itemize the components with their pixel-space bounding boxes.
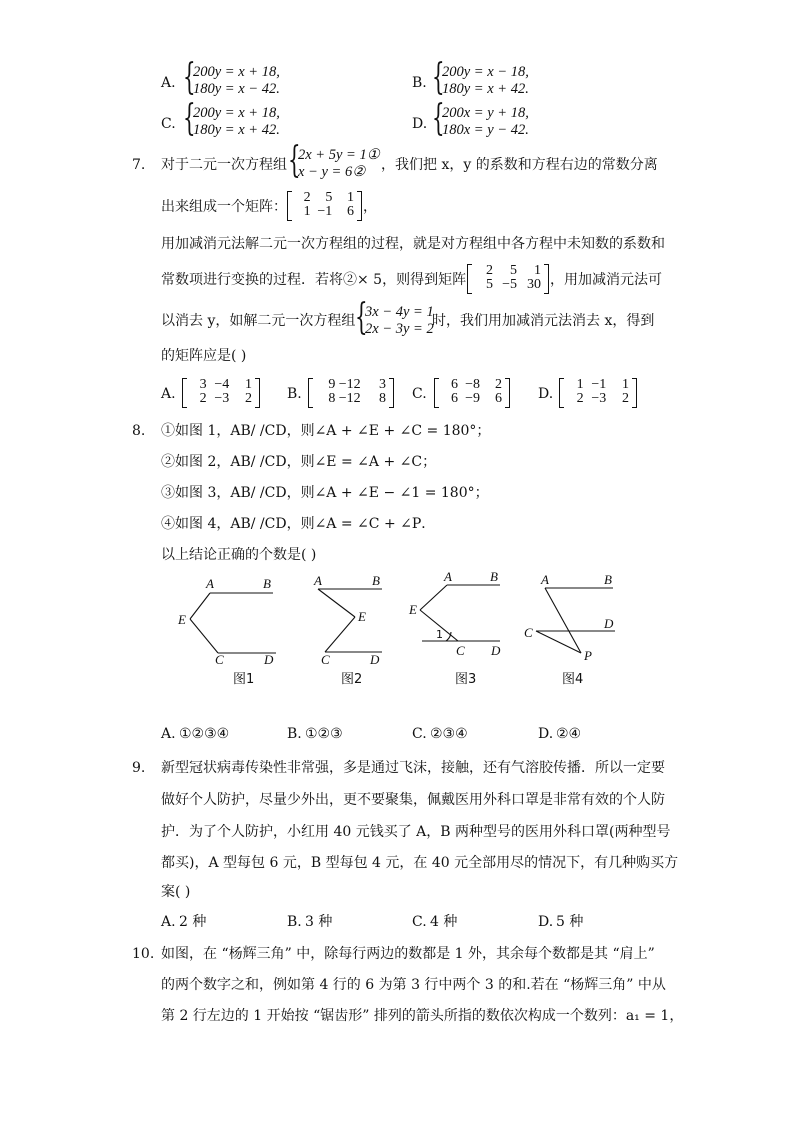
equation: 200y = x − 18, <box>442 64 529 80</box>
question-number: 8. <box>132 423 146 439</box>
matrix-cell: −8 <box>465 377 480 392</box>
question-number: 10. <box>132 946 155 962</box>
option-label: B. <box>287 914 302 930</box>
matrix-cell: 1 <box>244 377 252 392</box>
label-c: C <box>456 643 465 658</box>
option-label: A. <box>161 75 176 91</box>
equation: 2x + 5y = 1① <box>298 147 380 163</box>
matrix-cell: 2 <box>244 391 252 406</box>
matrix-cell: 5 <box>510 263 517 278</box>
question-text: ，我们把 x，y 的系数和方程右边的常数分离 <box>381 157 658 173</box>
option-label: B. <box>287 726 302 742</box>
question-text: 以消去 y，如解二元一次方程组 <box>161 313 356 329</box>
label-b: B <box>604 572 612 587</box>
equation-system: { 2x + 5y = 1① x − y = 6② <box>288 140 380 181</box>
question-text: 案( ) <box>161 884 191 900</box>
matrix-cell: 2 <box>199 391 207 406</box>
punctuation: ， <box>363 199 377 215</box>
matrix-cell: −12 <box>338 391 361 406</box>
equation: 200y = x + 18, <box>193 64 280 80</box>
option-label: C. <box>412 386 427 402</box>
statement-3: ③如图 3，AB/ /CD，则∠A + ∠E − ∠1 = 180°； <box>161 485 489 501</box>
matrix-cell: 1 <box>346 190 354 205</box>
question-text: 对于二元一次方程组 <box>161 157 287 173</box>
equation: 200y = x + 18, <box>193 105 280 121</box>
equation: 2x − 3y = 2 <box>365 321 434 337</box>
line-ae <box>420 585 447 610</box>
equation-system: { 200y = x + 18, 180y = x + 42. <box>183 98 280 139</box>
line-ec <box>190 619 218 653</box>
matrix-cell: −3 <box>214 391 230 406</box>
matrix-cell: 3 <box>199 377 207 392</box>
label-a: A <box>314 573 322 588</box>
option-label: A. <box>161 914 176 930</box>
option-text: 4 种 <box>430 914 458 930</box>
option-label: C. <box>412 914 427 930</box>
matrix-cell: −3 <box>591 391 607 406</box>
matrix-cell: 2 <box>621 391 629 406</box>
option-label: C. <box>412 726 427 742</box>
matrix-cell: −9 <box>465 391 480 406</box>
option-text: 3 种 <box>305 914 333 930</box>
matrix-cell: 8 <box>328 391 336 406</box>
statement-4: ④如图 4，AB/ /CD，则∠A = ∠C + ∠P． <box>161 516 436 532</box>
line-ae <box>190 593 210 619</box>
label-d: D <box>370 652 380 667</box>
matrix-cell: −12 <box>338 377 361 392</box>
question-text: 时，我们用加减消元法消去 x，得到 <box>432 313 655 329</box>
question-text: 都买)，A 型每包 6 元，B 型每包 4 元，在 40 元全部用尽的情况下，有几种购买方 <box>161 855 679 871</box>
line-ae <box>318 589 355 617</box>
equation-system: { 3x − 4y = 1 2x − 3y = 2 <box>355 297 434 338</box>
matrix-cell: 1 <box>576 377 584 392</box>
option-label: B. <box>412 75 427 91</box>
label-p: P <box>584 648 592 663</box>
label-d: D <box>604 616 614 631</box>
label-b: B <box>263 576 271 591</box>
question-number: 9. <box>132 760 146 776</box>
equation: 180y = x − 42. <box>193 81 280 97</box>
option-text: ②④ <box>556 726 582 742</box>
question-text: ，用加减消元法可 <box>550 272 662 288</box>
label-a: A <box>206 576 214 591</box>
question-text: 护．为了个人防护，小红用 40 元钱买了 A，B 两种型号的医用外科口罩(两种型号 <box>161 824 671 840</box>
figure-caption: 图1 <box>233 672 255 687</box>
question-text: 如图，在 “杨辉三角” 中，除每行两边的数都是 1 外，其余每个数都是其 “肩上” <box>161 946 655 962</box>
matrix-cell: 1 <box>534 263 541 278</box>
option-label: D. <box>538 726 554 742</box>
label-angle-1: 1 <box>436 628 443 641</box>
question-text: 以上结论正确的个数是( ) <box>161 547 317 563</box>
option-text: 5 种 <box>556 914 584 930</box>
matrix-cell: 6 <box>451 377 458 392</box>
equation: 180y = x + 42. <box>193 122 280 138</box>
question-text: 用加减消元法解二元一次方程组的过程，就是对方程组中各方程中未知数的系数和 <box>161 236 665 252</box>
matrix-cell: 6 <box>451 391 458 406</box>
matrix-cell: −5 <box>502 277 517 292</box>
matrix-cell: 6 <box>495 391 502 406</box>
equation-system: { 200y = x + 18, 180y = x − 42. <box>183 57 280 98</box>
matrix-cell: 2 <box>576 391 584 406</box>
matrix-cell: 1 <box>621 377 629 392</box>
label-e: E <box>358 609 366 624</box>
matrix-cell: 8 <box>378 391 386 406</box>
line-ap <box>545 588 581 653</box>
statement-1: ①如图 1，AB/ /CD，则∠A + ∠E + ∠C = 180°； <box>161 423 491 439</box>
line-cp <box>536 631 581 653</box>
matrix-cell: 2 <box>303 190 311 205</box>
question-text: 第 2 行左边的 1 开始按 “锯齿形” 排列的箭头所指的数依次构成一个数列：a₁ = 1， <box>161 1008 684 1024</box>
question-text: 做好个人防护，尽量少外出，更不要聚集，佩戴医用外科口罩是非常有效的个人防 <box>161 792 665 808</box>
matrix-cell: −1 <box>317 204 333 219</box>
option-label: C. <box>161 116 176 132</box>
question-text: 的两个数字之和，例如第 4 行的 6 为第 3 行中两个 3 的和.若在 “杨辉三角” 中从 <box>161 977 666 993</box>
equation: 3x − 4y = 1 <box>365 304 434 320</box>
matrix-cell: 9 <box>328 377 336 392</box>
label-e: E <box>178 612 186 627</box>
matrix-cell: −1 <box>591 377 607 392</box>
matrix-cell: 5 <box>325 190 333 205</box>
equation: 200x = y + 18, <box>442 105 529 121</box>
label-b: B <box>490 569 498 584</box>
label-a: A <box>444 569 452 584</box>
statement-2: ②如图 2，AB/ /CD，则∠E = ∠A + ∠C； <box>161 454 437 470</box>
label-c: C <box>215 652 224 667</box>
question-text: 的矩阵应是( ) <box>161 348 247 364</box>
figure-caption: 图4 <box>562 672 584 687</box>
matrix-cell: 30 <box>527 277 541 292</box>
question-text: 新型冠状病毒传染性非常强，多是通过飞沫，接触，还有气溶胶传播．所以一定要 <box>161 760 665 776</box>
label-a: A <box>541 572 549 587</box>
option-label: D. <box>538 386 554 402</box>
equation-system: { 200x = y + 18, 180x = y − 42. <box>432 98 529 139</box>
equation: 180x = y − 42. <box>442 122 529 138</box>
matrix-cell: 3 <box>378 377 386 392</box>
option-text: ②③④ <box>430 726 468 742</box>
matrix-cell: −4 <box>214 377 230 392</box>
option-label: A. <box>161 726 176 742</box>
line-ec <box>325 617 355 652</box>
matrix-cell: 2 <box>495 377 502 392</box>
matrix-cell: 6 <box>346 204 354 219</box>
matrix-cell: 1 <box>303 204 311 219</box>
label-b: B <box>372 573 380 588</box>
question-text: 常数项进行变换的过程．若将②× 5，则得到矩阵 <box>161 272 467 288</box>
figure-caption: 图2 <box>341 672 363 687</box>
option-label: D. <box>412 116 428 132</box>
matrix-cell: 2 <box>486 263 493 278</box>
option-text: 2 种 <box>179 914 207 930</box>
equation: 180y = x + 42. <box>442 81 529 97</box>
option-label: A. <box>161 386 176 402</box>
label-c: C <box>321 652 330 667</box>
question-text: 出来组成一个矩阵： <box>161 199 287 215</box>
equation: x − y = 6② <box>298 164 366 180</box>
option-text: ①②③ <box>305 726 343 742</box>
question-number: 7. <box>132 157 146 173</box>
matrix-cell: 5 <box>486 277 493 292</box>
label-d: D <box>491 643 501 658</box>
label-c: C <box>524 625 533 640</box>
option-text: ①②③④ <box>179 726 230 742</box>
equation-system: { 200y = x − 18, 180y = x + 42. <box>432 57 529 98</box>
label-d: D <box>264 652 274 667</box>
option-label: D. <box>538 914 554 930</box>
figure-caption: 图3 <box>455 672 477 687</box>
option-label: B. <box>287 386 302 402</box>
label-e: E <box>409 602 417 617</box>
